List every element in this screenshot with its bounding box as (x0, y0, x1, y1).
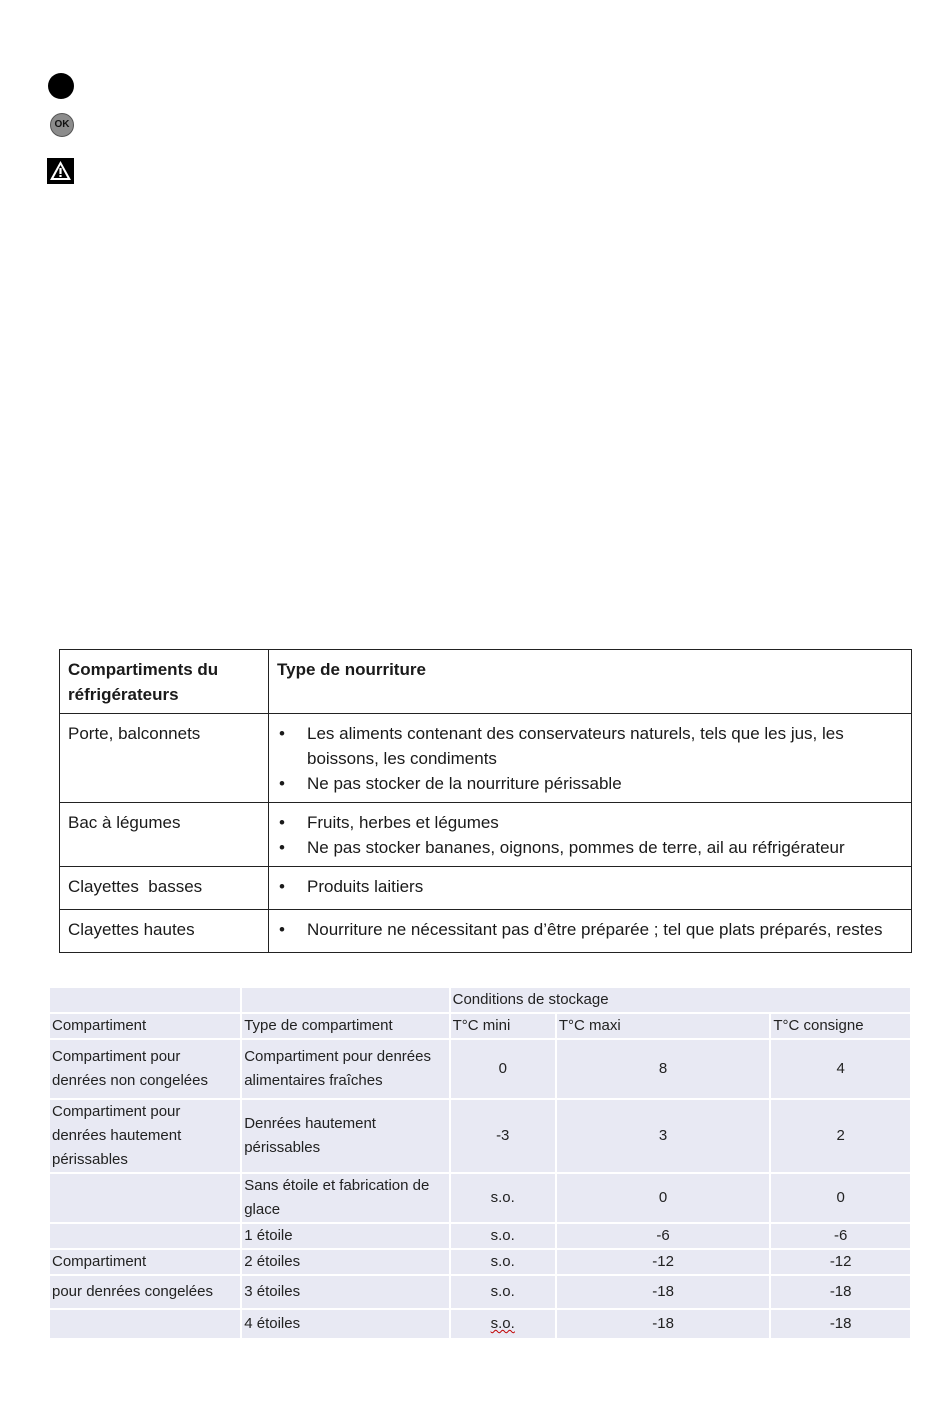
type-cell: 1 étoile (242, 1224, 448, 1248)
storage-conditions-header: Conditions de stockage (451, 988, 910, 1012)
compartment-cell: Bac à légumes (60, 803, 269, 867)
compartment-cell: Clayettes basses (60, 867, 269, 910)
type-cell: Denrées hautement périssables (242, 1100, 448, 1172)
table-row (50, 1174, 910, 1222)
food-type-cell (269, 867, 912, 910)
temp-max-cell: -18 (557, 1276, 769, 1308)
temp-max-cell: -12 (557, 1250, 769, 1274)
header-compartments: Compartiments du réfrigérateurs (60, 650, 269, 714)
table-header-row (60, 650, 912, 714)
compartment-cell: Compartiment (50, 1250, 240, 1274)
temp-max-cell: -18 (557, 1310, 769, 1338)
empty-cell (50, 988, 240, 1012)
temp-setpoint-cell: -18 (771, 1310, 910, 1338)
header-food-type: Type de nourriture (269, 650, 912, 714)
compartment-cell: Porte, balconnets (60, 714, 269, 803)
type-cell: 2 étoiles (242, 1250, 448, 1274)
temp-setpoint-cell: -6 (771, 1224, 910, 1248)
temp-max-cell: 3 (557, 1100, 769, 1172)
food-type-cell (269, 803, 912, 867)
temp-min-cell: s.o. (451, 1250, 555, 1274)
table-row (60, 910, 912, 953)
type-cell: 4 étoiles (242, 1310, 448, 1338)
temp-min-cell (451, 1310, 555, 1338)
list-item: • Ne pas stocker bananes, oignons, pommes de terre, ail au réfrigérateur (277, 835, 903, 860)
filled-circle-icon (48, 73, 74, 99)
storage-conditions-table (48, 986, 912, 1340)
type-cell: Sans étoile et fabrication de glace (242, 1174, 448, 1222)
temp-max-cell: -6 (557, 1224, 769, 1248)
ok-button-icon: OK (50, 113, 74, 137)
table-row (50, 1276, 910, 1308)
header-compartment: Compartiment (50, 1014, 240, 1038)
list-item: • Ne pas stocker de la nourriture périssable (277, 771, 903, 796)
warning-triangle-icon (47, 158, 74, 184)
list-item: • Nourriture ne nécessitant pas d’être préparée ; tel que plats préparés, restes (277, 917, 903, 942)
table-row (60, 714, 912, 803)
compartment-cell (50, 1224, 240, 1248)
table-row (60, 803, 912, 867)
temp-setpoint-cell: 0 (771, 1174, 910, 1222)
food-type-cell (269, 714, 912, 803)
compartment-cell: Clayettes hautes (60, 910, 269, 953)
temp-setpoint-cell: 4 (771, 1040, 910, 1098)
list-item: • Les aliments contenant des conservateurs naturels, tels que les jus, les boissons, les condiments (277, 721, 903, 771)
empty-cell (242, 988, 448, 1012)
compartment-cell: Compartiment pour denrées non congelées (50, 1040, 240, 1098)
table-row (50, 1224, 910, 1248)
temp-max-cell: 0 (557, 1174, 769, 1222)
table-row (50, 1250, 910, 1274)
compartment-cell: pour denrées congelées (50, 1276, 240, 1308)
food-type-cell (269, 910, 912, 953)
header-temp-setpoint: T°C consigne (771, 1014, 910, 1038)
temp-min-value: s.o. (490, 1315, 515, 1332)
compartment-cell (50, 1174, 240, 1222)
temp-min-cell: s.o. (451, 1276, 555, 1308)
temp-setpoint-cell: -12 (771, 1250, 910, 1274)
header-temp-max: T°C maxi (557, 1014, 769, 1038)
type-cell: Compartiment pour denrées alimentaires fraîches (242, 1040, 448, 1098)
table-row (50, 1100, 910, 1172)
group-header-row (50, 988, 910, 1012)
compartment-cell: Compartiment pour denrées hautement périssables (50, 1100, 240, 1172)
temp-min-cell: s.o. (451, 1174, 555, 1222)
list-item: • Produits laitiers (277, 874, 903, 899)
compartment-cell (50, 1310, 240, 1338)
list-item: • Fruits, herbes et légumes (277, 810, 903, 835)
temp-max-cell: 8 (557, 1040, 769, 1098)
table-row (50, 1310, 910, 1338)
temp-setpoint-cell: -18 (771, 1276, 910, 1308)
temp-min-cell: -3 (451, 1100, 555, 1172)
fridge-compartments-table (59, 649, 912, 953)
temp-setpoint-cell: 2 (771, 1100, 910, 1172)
temp-min-cell: 0 (451, 1040, 555, 1098)
table-row (60, 867, 912, 910)
type-cell: 3 étoiles (242, 1276, 448, 1308)
temp-min-cell: s.o. (451, 1224, 555, 1248)
header-temp-min: T°C mini (451, 1014, 555, 1038)
header-compartment-type: Type de compartiment (242, 1014, 448, 1038)
column-header-row (50, 1014, 910, 1038)
table-row (50, 1040, 910, 1098)
